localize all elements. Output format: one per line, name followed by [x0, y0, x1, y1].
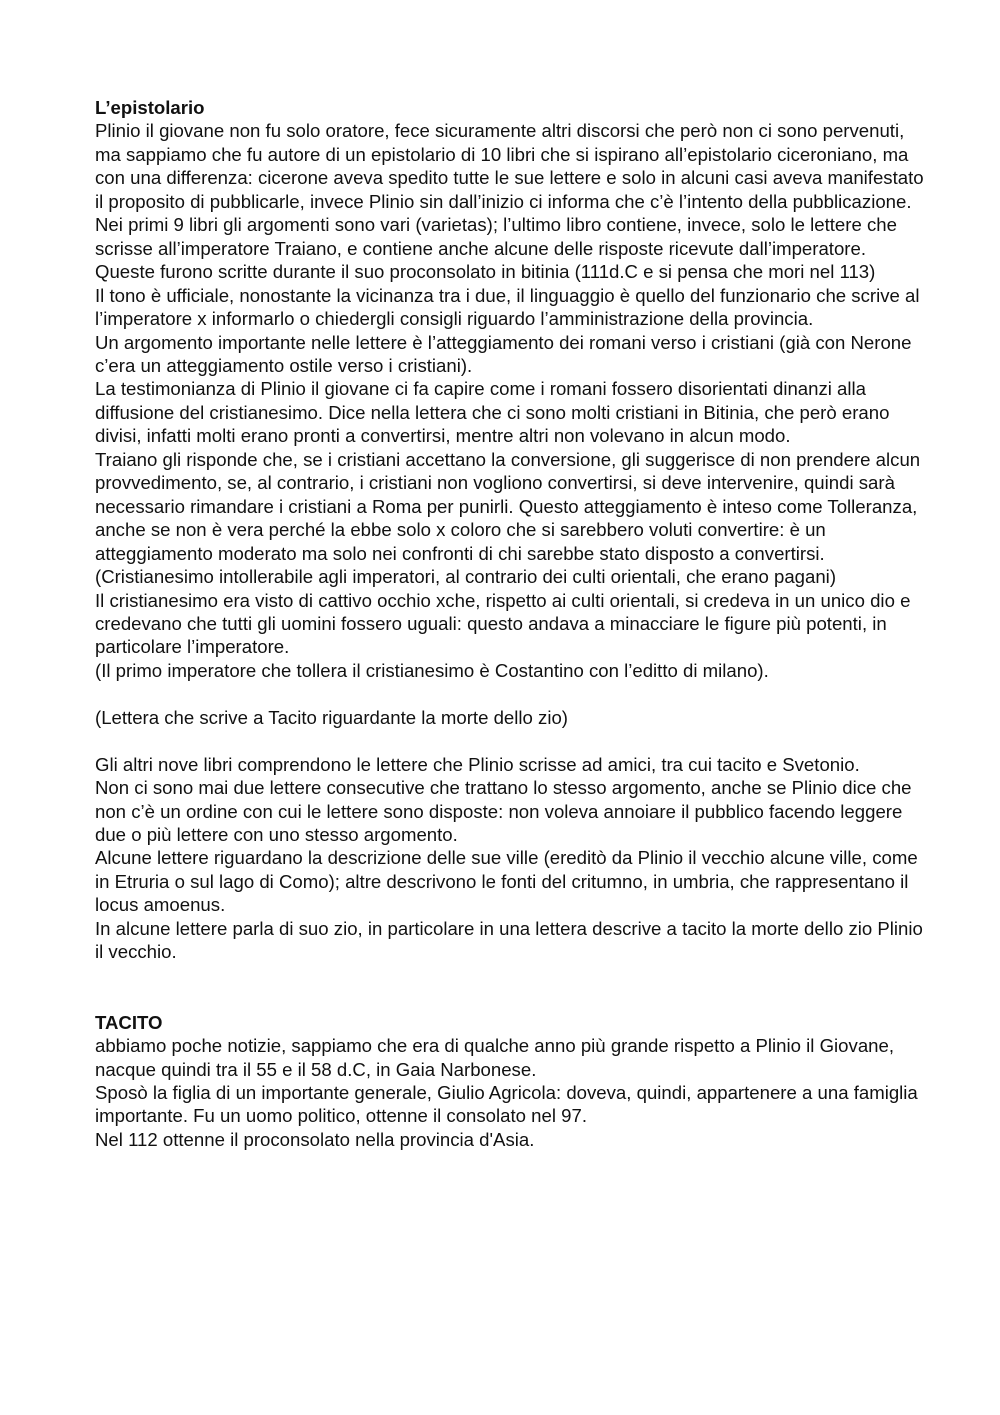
blank-line — [95, 729, 925, 752]
paragraph: Il cristianesimo era visto di cattivo occhio xche, rispetto ai culti orientali, si credeva in un unico dio e credevano che tutti gli uomini fossero uguali: questo andava a minacciare le figure più potenti, in particolare l’imperatore. — [95, 589, 911, 658]
paragraph: Non ci sono mai due lettere consecutive che trattano lo stesso argomento, anche se Plinio dice che non c’è un ordine con cui le lettere sono disposte: non voleva annoiare il pubblico facendo leggere due o più lettere con uno stesso argomento. — [95, 777, 912, 846]
paragraph: Il tono è ufficiale, nonostante la vicinanza tra i due, il linguaggio è quello del funzionario che scrive al l’imperatore x informarlo o chiedergli consigli riguardo l’amministrazione della provincia. — [95, 284, 920, 330]
paragraph: (Il primo imperatore che tollera il cristianesimo è Costantino con l’editto di milano). — [95, 659, 769, 681]
paragraph: (Cristianesimo intollerabile agli imperatori, al contrario dei culti orientali, che erano pagani) — [95, 566, 837, 588]
blank-line — [95, 682, 925, 705]
paragraph: Un argomento importante nelle lettere è l’atteggiamento dei romani verso i cristiani (già con Nerone c’era un atteggiamento ostile verso i cristiani). — [95, 331, 912, 376]
document-page — [95, 96, 925, 1151]
paragraph: In alcune lettere parla di suo zio, in particolare in una lettera descrive a tacito la morte dello zio Plinio il vecchio. — [95, 917, 923, 963]
paragraph: Nei primi 9 libri gli argomenti sono vari (varietas); l’ultimo libro contiene, invece, solo le lettere che scrisse all’imperatore Traiano, e contiene anche alcune delle risposte ricevute dall’imperatore. Queste furono scritte durante il suo proconsolato in bitinia (111d.C e si pensa che mori nel 113) — [95, 214, 897, 283]
paragraph: Nel 112 ottenne il proconsolato nella provincia d'Asia. — [95, 1128, 535, 1150]
blank-line — [95, 964, 925, 987]
paragraph: Alcune lettere riguardano la descrizione delle sue ville (ereditò da Plinio il vecchio alcune ville, come in Etruria o sul lago di Como); altre descrivono le fonti del critumno, in umbria, che rappresentano il locus amoenus. — [95, 847, 918, 916]
section-heading-tacito: TACITO — [95, 1011, 163, 1033]
note-paragraph: (Lettera che scrive a Tacito riguardante la morte dello zio) — [95, 706, 568, 728]
paragraph: Traiano gli risponde che, se i cristiani accettano la conversione, gli suggerisce di non prendere alcun provvedimento, se, al contrario, i cristiani non vogliono convertirsi, si deve intervenire, quindi sarà necessario rimandare i cristiani a Roma per punirli. Questo atteggiamento è inteso come Tolleranza, anche se non è vera perché la ebbe solo x coloro che si sarebbero voluti convertire: è un atteggiamento moderato ma solo nei confronti di chi sarebbe stato disposto a convertirsi. — [95, 448, 921, 564]
section-heading-epistolario: L’epistolario — [95, 97, 205, 118]
paragraph: Gli altri nove libri comprendono le lettere che Plinio scrisse ad amici, tra cui tacito e Svetonio. — [95, 753, 860, 775]
paragraph: La testimonianza di Plinio il giovane ci fa capire come i romani fossero disorientati dinanzi alla diffusione del cristianesimo. Dice nella lettera che ci sono molti cristiani in Bitinia, che però erano divisi, infatti molti erano pronti a convertirsi, mentre altri non volevano in alcun modo. — [95, 378, 890, 447]
paragraph: Plinio il giovane non fu solo oratore, fece sicuramente altri discorsi che però non ci sono pervenuti, ma sappiamo che fu autore di un epistolario di 10 libri che si ispirano all’epistolario ciceroniano, ma con una differenza: cicerone aveva spedito tutte le sue lettere e solo in alcuni casi aveva manifestato il proposito di pubblicarle, invece Plinio sin dall’inizio ci informa che c’è l’intento della pubblicazione. — [95, 120, 924, 212]
paragraph: abbiamo poche notizie, sappiamo che era di qualche anno più grande rispetto a Plinio il Giovane, nacque quindi tra il 55 e il 58 d.C, in Gaia Narbonese. — [95, 1035, 895, 1080]
blank-line — [95, 987, 925, 1010]
paragraph: Sposò la figlia di un importante generale, Giulio Agricola: doveva, quindi, appartenere a una famiglia importante. Fu un uomo politico, ottenne il consolato nel 97. — [95, 1081, 918, 1127]
